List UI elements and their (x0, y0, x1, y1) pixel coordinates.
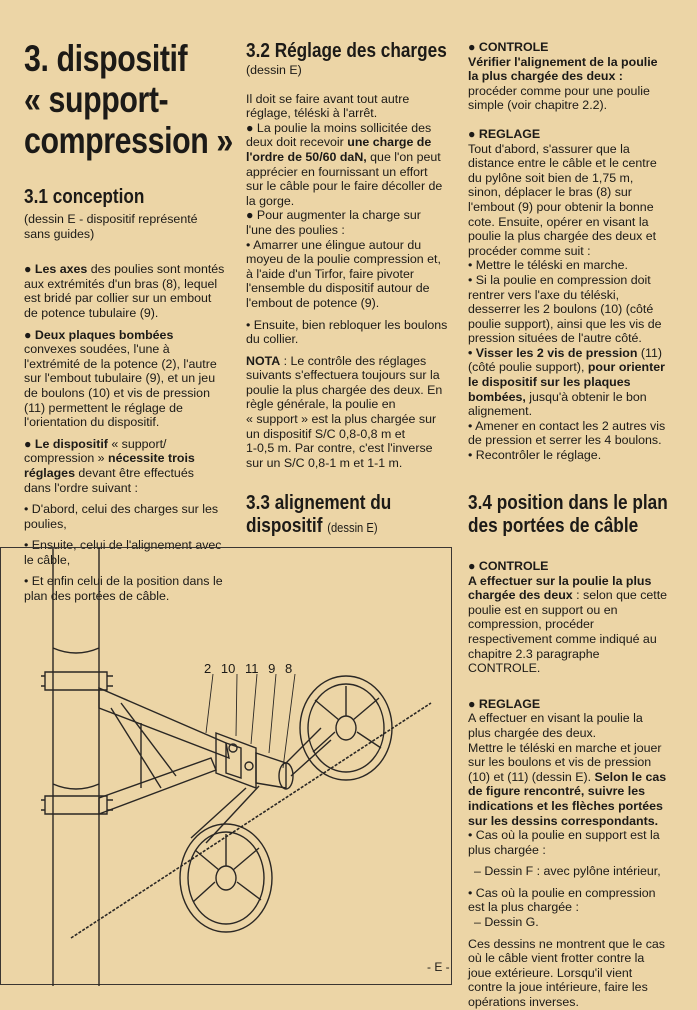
list-item: • Et enfin celui de la position dans le (24, 574, 223, 589)
figure-callouts (204, 661, 292, 676)
paragraph-augmenter: ● Pour augmenter la charge sur l'une des poulies : (246, 208, 421, 237)
potence-arm-upper (99, 688, 229, 758)
support-compression-drawing (1, 548, 453, 986)
callout-11: 11 (244, 661, 259, 676)
paragraph-rebloquer: • Ensuite, bien rebloquer les boulons du collier. (246, 317, 448, 347)
callout-9: 9 (268, 661, 276, 676)
controle-2-heading: ● CONTROLE (468, 559, 549, 573)
controle-heading: ● CONTROLE (468, 40, 549, 54)
paragraph-nota: NOTA : Le contrôle des réglages suivants s'effectuera toujours sur la poulie la plus chargée des deux. En règle générale, la poulie en « support » est la plus chargée sur un dispositif S/C 0,8-0,8 m et 1-0,5 m. Par contre, c'est l'inverse sur un S/C 0,8-1 m et 1-1 m. (246, 353, 443, 470)
potence-arm-lower (99, 758, 216, 814)
embout-tubulaire (256, 753, 286, 788)
callout-10: 10 (220, 661, 236, 676)
pylon-collars (45, 672, 107, 814)
column-2 (246, 40, 458, 470)
bras-8 (191, 786, 259, 843)
poulie-support (300, 676, 392, 780)
paragraph-amarrer: • Amarrer une élingue autour du moyeu de la poulie compression et, à l'aide d'un Tirfor, faire pivoter l'ensemble du dispositif autour de l'embout de potence (9). (246, 237, 441, 310)
section-3-2-subtitle: (dessin E) (246, 63, 302, 77)
callout-2: 2 (204, 661, 212, 676)
paragraph-intro: Il doit se faire avant tout autre réglage, téléski à l'arrêt. (246, 91, 410, 121)
reglage-2-heading: ● REGLAGE (468, 696, 541, 711)
pylon-tube (53, 548, 99, 986)
reglage-heading: ● REGLAGE (468, 126, 541, 141)
paragraph-plaques: ● Deux plaques bombées convexes soudées, l'une à l'extrémité de la potence (2), l'autre sur l'embout tubulaire (9), et un jeu de boulons (10) et vis de pression (11) permettent le réglage de l'orientation du dispositif. (24, 327, 217, 430)
figure-dessin-e (0, 547, 452, 985)
section-3-4-title: 3.4 position dans le plan des portées de câble (468, 492, 668, 537)
paragraph-dispositif: ● Le dispositif « support/ compression » nécessite trois réglages devant être effectués dans l'ordre suivant : (24, 436, 195, 495)
paragraph-charge: ● La poulie la moins sollicitée des deux doit recevoir une charge de l'ordre de 50/60 daN, que l'on peut apprécier en fournissant un effort sur le câble pour le faire décoller de la gorge. (246, 120, 443, 208)
section-3-3-title: 3.3 alignement du dispositif (dessin E) (246, 492, 392, 537)
callout-8: 8 (284, 661, 293, 676)
section-3-2-title: 3.2 Réglage des charges (246, 40, 447, 62)
column-1 (24, 38, 234, 604)
section-3-1-subtitle: (dessin E - dispositif représenté sans guides) (24, 212, 198, 241)
section-3-1-title: 3.1 conception (24, 186, 145, 208)
list-item: • Ensuite, celui de l'alignement avec (24, 538, 222, 553)
list-item: • D'abord, celui des charges sur les (24, 502, 219, 517)
column-3: ● CONTROLE Vérifier l'alignement de la poulie la plus chargée des deux : procéder comme pour une poulie simple (voir chapitre 2.2). ● REGLAGE Tout d'abord, s'assurer que la distance entre le câble et le centre du pylône soit bien de 1,75 m, sinon, déplacer le bras (8) sur l'embout (9) pour obtenir la bonne cote. Ensuite, opérer en visant la poulie la plus chargée des deux et procéder comme suit : • Mettre le téléski en marche. • Si la poulie en compression doit rentrer vers l'axe du téléski, desserrer les 2 boulons (10) (côté poulie support), ainsi que les vis de pression situées de l'autre côté. • Visser les 2 vis de pression (11) (côté poulie support), pour orienter le dispositif sur les plaques bombées, jusqu'à obtenir le bon alignement. • Amener en contact les 2 autres vis de pression et serrer les 4 boulons. • Recontrôler le réglage. (468, 40, 666, 463)
list-order: • D'abord, celui des charges sur les poulies, • Ensuite, celui de l'alignement avec le câble, • Et enfin celui de la position dans le plan des portées de câble. (24, 502, 234, 604)
poulie-compression (180, 824, 272, 932)
figure-label: - E - (427, 960, 450, 974)
paragraph-axes: ● Les axes des poulies sont montés aux extrémités d'un bras (8), lequel est bridé par collier sur un embout de potence tubulaire (9). (24, 262, 225, 320)
cable (71, 703, 431, 938)
column-3-lower: ● CONTROLE A effectuer sur la poulie la plus chargée des deux : selon que cette poulie est en support ou en compression, procéder respectivement comme indiqué au chapitre 2.3 paragraphe CONTROLE. ● REGLAGE A effectuer en visant la poulie la plus chargée des deux. Mettre le téléski en marche et jouer sur les boulons et vis de pression (10) et (11) (dessin E). Selon le cas de figure rencontré, suivre les indications et les flèches portées sur les dessins correspondants. • Cas où la poulie en support est la plus chargée : – Dessin F : avec pylône intérieur, • Cas où la poulie en compression est la plus chargée : – Dessin G. Ces dessins ne montrent que le cas où le câble vient frotter contre la joue extérieure. Lorsqu'il vient contre la joue intérieure, faire les opérations inverses. (468, 559, 668, 1010)
page-title: 3. dispositif « support- compression » (24, 38, 233, 161)
